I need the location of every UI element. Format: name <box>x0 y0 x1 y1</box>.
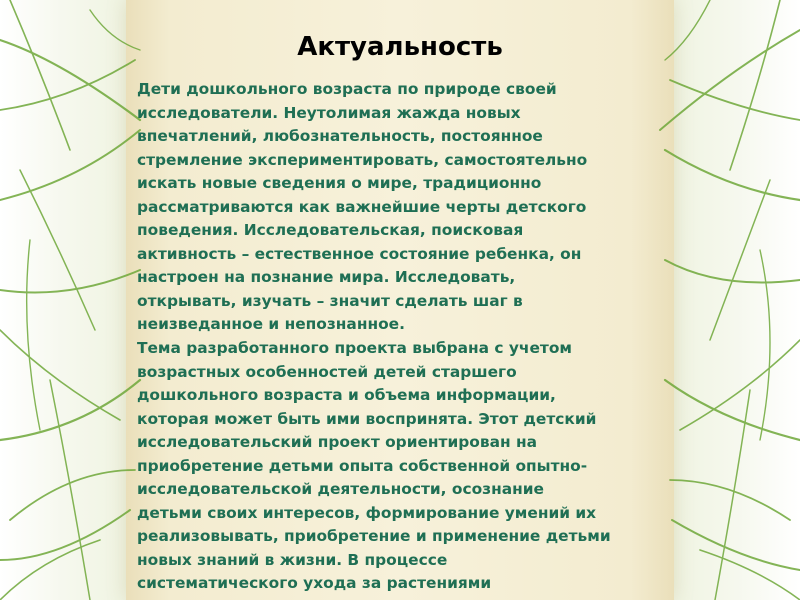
slide-body-text: Дети дошкольного возраста по природе своей исследователи. Неутолимая жажда новых впечатлений, любознательность, постоянное стремление экспериментировать, самостоятельно искать новые сведения о мире, традиционно рассматриваются как важнейшие черты детского поведения. Исследовательская, поисковая активность – естественное состояние ребенка, он настроен на познание мира. Исследовать, открывать, изучать – значит сделать шаг в неизведанное и непознанное. Тема разработанного проекта выбрана с учетом возрастных особенностей детей старшего дошкольного возраста и объема информации, которая может быть ими воспринята. Этот детский исследовательский проект ориентирован на приобретение детьми опыта собственной опытно- исследовательской деятельности, осознание детьми своих интересов, формирование умений их реализовывать, приобретение и применение детьми новых знаний в жизни. В процессе систематического ухода за растениями <box>137 80 611 593</box>
slide-title: Актуальность <box>297 32 503 62</box>
